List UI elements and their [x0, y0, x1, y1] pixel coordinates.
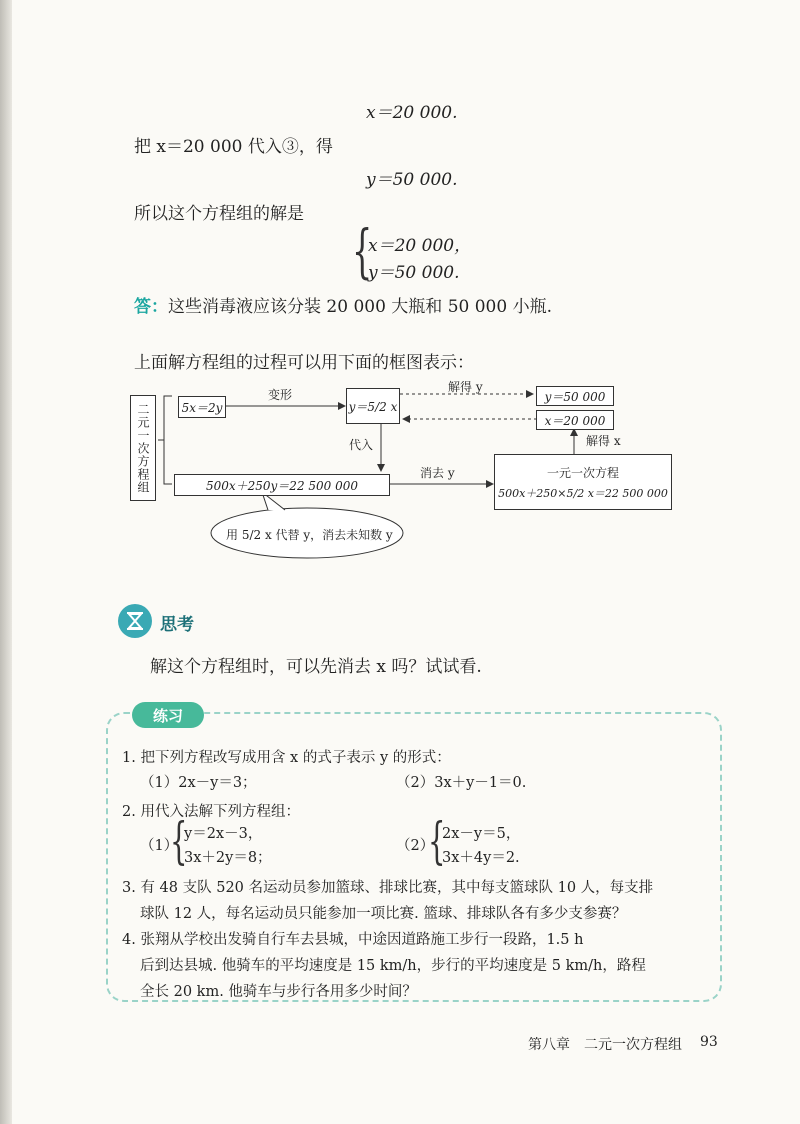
solution-x: x＝20 000，: [368, 236, 472, 256]
y-value-line: y＝50 000.: [366, 170, 458, 190]
exercise-2b-eq1: 2x－y＝5，: [442, 826, 521, 842]
exercise-2a-eq2: 3x＋2y＝8；: [184, 850, 272, 866]
expr-y-box: y＝5/2 x: [346, 388, 400, 424]
exercise-1a: （1）2x－y＝3；: [140, 775, 257, 791]
page-number: 93: [700, 1034, 718, 1050]
exercise-4-line3: 全长 20 km. 他骑车与步行各用多少时间？: [140, 984, 417, 1000]
result-y-box: y＝50 000: [536, 386, 614, 406]
flowchart-intro: 上面解方程组的过程可以用下面的框图表示：: [134, 353, 474, 373]
exercise-2a-eq1: y＝2x－3，: [184, 826, 263, 842]
solution-y: y＝50 000.: [368, 263, 460, 283]
substitute-line: 把 x＝20 000 代入③，得: [134, 137, 333, 157]
think-title: 思考: [160, 615, 194, 635]
solution-intro: 所以这个方程组的解是: [134, 204, 304, 224]
exercise-3-line1: 3. 有 48 支队 520 名运动员参加篮球、排球比赛，其中每支篮球队 10 人，每支排: [122, 880, 654, 896]
practice-tab: 练习: [132, 702, 204, 728]
exercise-4-line2: 后到达县城. 他骑车的平均速度是 15 km/h，步行的平均速度是 5 km/h，路程: [140, 958, 646, 974]
exercise-2a-brace: {: [170, 812, 188, 870]
solve-x-label: 解得 x: [586, 434, 621, 448]
x-value-line: x＝20 000.: [366, 103, 458, 123]
exercise-2b-label: （2）: [396, 838, 435, 854]
system-brace: {: [352, 217, 373, 285]
linear-title: 一元一次方程: [546, 465, 619, 480]
solve-y-label: 解得 y: [448, 380, 483, 394]
equation-2-box: 500x＋250y＝22 500 000: [174, 474, 390, 496]
callout-text: 用 5/2 x 代替 y，消去未知数 y: [226, 528, 393, 542]
equation-1-box: 5x＝2y: [178, 396, 226, 418]
system-label-box: 二元一次方程组: [130, 395, 156, 501]
exercise-2a-label: （1）: [140, 838, 179, 854]
chapter-footer: 第八章 二元一次方程组: [528, 1037, 682, 1053]
linear-equation: 500x＋250×5/2 x＝22 500 000: [498, 486, 668, 500]
answer-label: 答：: [134, 297, 168, 317]
exercise-2b-brace: {: [428, 812, 446, 870]
exercise-2: 2. 用代入法解下列方程组：: [122, 804, 300, 820]
exercise-4-line1: 4. 张翔从学校出发骑自行车去县城，中途因道路施工步行一段路，1.5 h: [122, 932, 584, 948]
exercise-1b: （2）3x＋y－1＝0.: [396, 775, 527, 791]
exercise-1: 1. 把下列方程改写成用含 x 的式子表示 y 的形式：: [122, 750, 451, 766]
think-question: 解这个方程组时，可以先消去 x 吗？试试看.: [150, 657, 482, 677]
linear-equation-box: [494, 454, 672, 510]
hourglass-icon: [118, 604, 152, 638]
exercise-2b-eq2: 3x＋4y＝2.: [442, 850, 520, 866]
exercise-3-line2: 球队 12 人，每名运动员只能参加一项比赛. 篮球、排球队各有多少支参赛？: [140, 906, 627, 922]
eliminate-label: 消去 y: [420, 466, 455, 480]
answer-text: 这些消毒液应该分装 20 000 大瓶和 50 000 小瓶.: [168, 297, 552, 317]
substitute-label: 代入: [349, 438, 374, 452]
result-x-box: x＝20 000: [536, 410, 614, 430]
transform-label: 变形: [268, 388, 293, 402]
